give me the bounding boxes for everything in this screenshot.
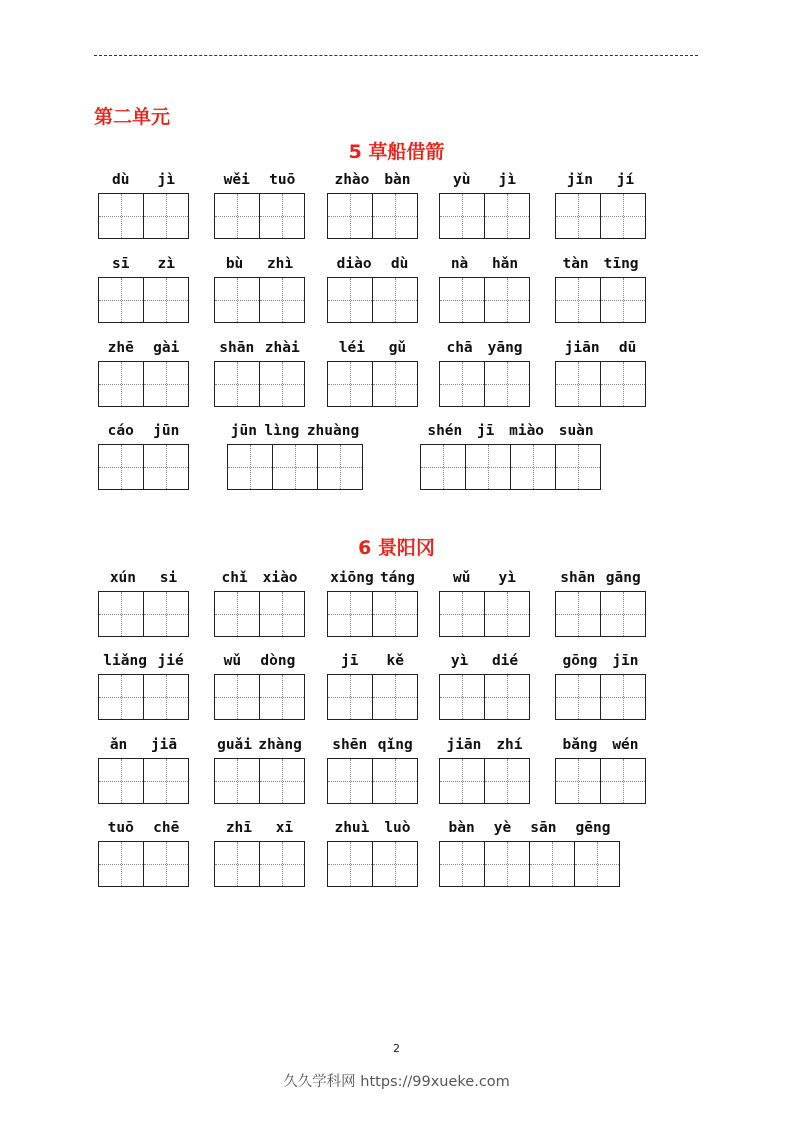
writing-grid bbox=[227, 444, 363, 490]
tianzige-box[interactable] bbox=[214, 674, 260, 720]
pinyin-syllable: jiān bbox=[446, 737, 482, 753]
pinyin-syllable: suàn bbox=[558, 423, 594, 439]
footer-watermark: 久久学科网 https://99xueke.com bbox=[283, 1074, 510, 1090]
tianzige-box[interactable] bbox=[555, 193, 601, 239]
pinyin-syllable: jiā bbox=[150, 737, 178, 753]
pinyin-line bbox=[327, 254, 418, 274]
pinyin-syllable: dū bbox=[618, 340, 637, 356]
tianzige-box[interactable] bbox=[372, 277, 418, 323]
tianzige-box[interactable] bbox=[327, 758, 373, 804]
tianzige-box[interactable] bbox=[143, 674, 189, 720]
tianzige-box[interactable] bbox=[98, 758, 144, 804]
tianzige-box[interactable] bbox=[214, 758, 260, 804]
tianzige-box[interactable] bbox=[484, 193, 530, 239]
word-item bbox=[214, 651, 305, 720]
tianzige-box[interactable] bbox=[214, 591, 260, 637]
tianzige-box[interactable] bbox=[98, 444, 144, 490]
writing-grid bbox=[555, 591, 646, 637]
tianzige-box[interactable] bbox=[600, 674, 646, 720]
tianzige-box[interactable] bbox=[98, 591, 144, 637]
tianzige-box[interactable] bbox=[600, 277, 646, 323]
word-item bbox=[555, 338, 646, 407]
pinyin-syllable: jūn bbox=[230, 423, 257, 439]
pinyin-line bbox=[555, 568, 646, 588]
pinyin-line bbox=[439, 338, 530, 358]
pinyin-syllable: wǔ bbox=[223, 653, 242, 669]
pinyin-line bbox=[214, 170, 305, 190]
writing-grid bbox=[555, 674, 646, 720]
pinyin-line bbox=[439, 254, 530, 274]
pinyin-syllable: jūn bbox=[153, 423, 180, 439]
pinyin-syllable: si bbox=[159, 570, 178, 586]
tianzige-box[interactable] bbox=[439, 277, 485, 323]
pinyin-syllable: cáo bbox=[107, 423, 134, 439]
writing-grid bbox=[327, 277, 418, 323]
writing-grid bbox=[98, 277, 189, 323]
tianzige-box[interactable] bbox=[98, 674, 144, 720]
writing-grid bbox=[327, 841, 418, 887]
pinyin-syllable: gēng bbox=[575, 820, 611, 836]
writing-grid bbox=[98, 758, 189, 804]
tianzige-box[interactable] bbox=[372, 841, 418, 887]
writing-grid bbox=[439, 361, 530, 407]
tianzige-box[interactable] bbox=[98, 277, 144, 323]
tianzige-box[interactable] bbox=[484, 591, 530, 637]
pinyin-line bbox=[420, 421, 601, 441]
word-item bbox=[327, 568, 418, 637]
pinyin-syllable: jī bbox=[341, 653, 359, 669]
pinyin-syllable: miào bbox=[509, 423, 545, 439]
tianzige-box[interactable] bbox=[327, 361, 373, 407]
writing-grid bbox=[555, 277, 646, 323]
pinyin-line bbox=[555, 338, 646, 358]
tianzige-box[interactable] bbox=[214, 193, 260, 239]
tianzige-box[interactable] bbox=[143, 277, 189, 323]
tianzige-box[interactable] bbox=[214, 361, 260, 407]
pinyin-syllable: shén bbox=[427, 423, 463, 439]
tianzige-box[interactable] bbox=[259, 674, 305, 720]
pinyin-syllable: zhī bbox=[225, 820, 253, 836]
writing-grid bbox=[98, 444, 189, 490]
writing-grid bbox=[214, 277, 305, 323]
pinyin-syllable: yù bbox=[453, 172, 471, 188]
writing-grid bbox=[555, 758, 646, 804]
tianzige-box[interactable] bbox=[272, 444, 318, 490]
writing-grid bbox=[327, 674, 418, 720]
pinyin-syllable: léi bbox=[338, 340, 366, 356]
pinyin-syllable: jì bbox=[498, 172, 516, 188]
tianzige-box[interactable] bbox=[555, 277, 601, 323]
pinyin-line bbox=[98, 568, 189, 588]
tianzige-box[interactable] bbox=[439, 193, 485, 239]
pinyin-syllable: zhài bbox=[264, 340, 300, 356]
pinyin-syllable: zhào bbox=[334, 172, 370, 188]
tianzige-box[interactable] bbox=[372, 193, 418, 239]
word-item bbox=[98, 421, 189, 490]
pinyin-syllable: zhì bbox=[266, 256, 294, 272]
word-item bbox=[214, 818, 305, 887]
tianzige-box[interactable] bbox=[439, 758, 485, 804]
pinyin-line bbox=[98, 735, 189, 755]
tianzige-box[interactable] bbox=[259, 277, 305, 323]
pinyin-syllable: jǐn bbox=[566, 172, 594, 188]
pinyin-syllable: dòng bbox=[260, 653, 296, 669]
word-item bbox=[214, 170, 305, 239]
pinyin-syllable: chē bbox=[153, 820, 180, 836]
tianzige-box[interactable] bbox=[372, 361, 418, 407]
pinyin-syllable: hǎn bbox=[491, 256, 519, 272]
tianzige-box[interactable] bbox=[143, 193, 189, 239]
pinyin-syllable: wěi bbox=[223, 172, 250, 188]
word-item bbox=[439, 568, 530, 637]
writing-grid bbox=[327, 361, 418, 407]
tianzige-box[interactable] bbox=[600, 758, 646, 804]
word-item bbox=[227, 421, 363, 490]
pinyin-syllable: jì bbox=[157, 172, 175, 188]
word-item bbox=[98, 338, 189, 407]
pinyin-syllable: tuō bbox=[107, 820, 134, 836]
word-item bbox=[555, 651, 646, 720]
tianzige-box[interactable] bbox=[214, 841, 260, 887]
tianzige-box[interactable] bbox=[465, 444, 511, 490]
pinyin-syllable: xī bbox=[275, 820, 294, 836]
word-item bbox=[98, 651, 189, 720]
pinyin-syllable: wén bbox=[612, 737, 639, 753]
pinyin-line bbox=[327, 338, 418, 358]
pinyin-line bbox=[98, 421, 189, 441]
pinyin-syllable: zhuì bbox=[334, 820, 370, 836]
tianzige-box[interactable] bbox=[372, 758, 418, 804]
pinyin-line bbox=[98, 170, 189, 190]
pinyin-syllable: yì bbox=[450, 653, 469, 669]
writing-grid bbox=[555, 361, 646, 407]
lesson-title-6: 6 景阳冈 bbox=[358, 537, 435, 559]
word-item bbox=[439, 735, 530, 804]
tianzige-box[interactable] bbox=[439, 674, 485, 720]
tianzige-box[interactable] bbox=[555, 674, 601, 720]
tianzige-box[interactable] bbox=[555, 444, 601, 490]
tianzige-box[interactable] bbox=[555, 361, 601, 407]
pinyin-line bbox=[555, 254, 646, 274]
pinyin-syllable: yì bbox=[498, 570, 516, 586]
pinyin-syllable: xiào bbox=[262, 570, 298, 586]
pinyin-syllable: yè bbox=[493, 820, 512, 836]
pinyin-syllable: bàn bbox=[384, 172, 411, 188]
word-item bbox=[439, 254, 530, 323]
pinyin-syllable: zhàng bbox=[258, 737, 302, 753]
word-item bbox=[214, 338, 305, 407]
tianzige-box[interactable] bbox=[484, 361, 530, 407]
pinyin-syllable: dù bbox=[390, 256, 409, 272]
tianzige-box[interactable] bbox=[327, 591, 373, 637]
top-dashed-rule bbox=[94, 55, 698, 56]
word-item bbox=[555, 170, 646, 239]
word-item bbox=[439, 170, 530, 239]
pinyin-line bbox=[327, 651, 418, 671]
pinyin-line bbox=[555, 651, 646, 671]
tianzige-box[interactable] bbox=[484, 841, 530, 887]
tianzige-box[interactable] bbox=[259, 758, 305, 804]
pinyin-syllable: jí bbox=[616, 172, 635, 188]
tianzige-box[interactable] bbox=[98, 361, 144, 407]
word-item bbox=[439, 338, 530, 407]
word-item bbox=[327, 818, 418, 887]
pinyin-line bbox=[214, 568, 305, 588]
word-item bbox=[555, 568, 646, 637]
pinyin-line bbox=[439, 568, 530, 588]
tianzige-box[interactable] bbox=[259, 841, 305, 887]
word-item bbox=[439, 651, 530, 720]
word-item bbox=[327, 338, 418, 407]
tianzige-box[interactable] bbox=[227, 444, 273, 490]
tianzige-box[interactable] bbox=[600, 193, 646, 239]
word-item bbox=[327, 651, 418, 720]
tianzige-box[interactable] bbox=[600, 591, 646, 637]
pinyin-syllable: bù bbox=[225, 256, 244, 272]
tianzige-box[interactable] bbox=[143, 758, 189, 804]
writing-grid bbox=[98, 193, 189, 239]
pinyin-syllable: qǐng bbox=[377, 737, 413, 753]
tianzige-box[interactable] bbox=[143, 444, 189, 490]
pinyin-line bbox=[227, 421, 363, 441]
tianzige-box[interactable] bbox=[439, 361, 485, 407]
pinyin-syllable: gài bbox=[153, 340, 180, 356]
pinyin-syllable: wǔ bbox=[453, 570, 471, 586]
writing-grid bbox=[420, 444, 601, 490]
writing-grid bbox=[439, 674, 530, 720]
writing-grid bbox=[327, 591, 418, 637]
word-item bbox=[555, 254, 646, 323]
pinyin-syllable: diào bbox=[336, 256, 372, 272]
pinyin-syllable: tàn bbox=[562, 256, 589, 272]
tianzige-box[interactable] bbox=[372, 591, 418, 637]
word-item bbox=[420, 421, 601, 490]
word-item bbox=[555, 735, 646, 804]
pinyin-syllable: yāng bbox=[487, 340, 523, 356]
writing-grid bbox=[439, 193, 530, 239]
pinyin-syllable: chā bbox=[446, 340, 473, 356]
pinyin-line bbox=[98, 254, 189, 274]
word-item bbox=[214, 254, 305, 323]
pinyin-syllable: sān bbox=[530, 820, 557, 836]
pinyin-syllable: tīng bbox=[603, 256, 639, 272]
word-item bbox=[98, 818, 189, 887]
pinyin-line bbox=[98, 651, 189, 671]
writing-grid bbox=[439, 841, 620, 887]
pinyin-syllable: tuō bbox=[269, 172, 296, 188]
pinyin-syllable: zhí bbox=[496, 737, 523, 753]
pinyin-syllable: dù bbox=[112, 172, 130, 188]
pinyin-line bbox=[327, 735, 418, 755]
pinyin-line bbox=[327, 170, 418, 190]
writing-grid bbox=[214, 674, 305, 720]
pinyin-line bbox=[555, 735, 646, 755]
pinyin-syllable: jié bbox=[157, 653, 184, 669]
pinyin-line bbox=[214, 818, 305, 838]
word-item bbox=[327, 735, 418, 804]
tianzige-box[interactable] bbox=[327, 674, 373, 720]
pinyin-syllable: jīn bbox=[612, 653, 639, 669]
writing-grid bbox=[98, 591, 189, 637]
pinyin-syllable: gōng bbox=[562, 653, 598, 669]
writing-grid bbox=[327, 193, 418, 239]
writing-grid bbox=[439, 591, 530, 637]
word-item bbox=[98, 735, 189, 804]
pinyin-line bbox=[555, 170, 646, 190]
pinyin-syllable: guǎi bbox=[217, 737, 253, 753]
pinyin-line bbox=[439, 735, 530, 755]
tianzige-box[interactable] bbox=[143, 591, 189, 637]
pinyin-line bbox=[327, 568, 418, 588]
tianzige-box[interactable] bbox=[600, 361, 646, 407]
pinyin-syllable: chǐ bbox=[221, 570, 248, 586]
writing-grid bbox=[214, 758, 305, 804]
tianzige-box[interactable] bbox=[327, 277, 373, 323]
tianzige-box[interactable] bbox=[259, 591, 305, 637]
unit-title: 第二单元 bbox=[94, 106, 171, 128]
pinyin-syllable: gǔ bbox=[388, 340, 407, 356]
pinyin-syllable: sī bbox=[112, 256, 130, 272]
writing-grid bbox=[98, 361, 189, 407]
lesson-title-5: 5 草船借箭 bbox=[348, 141, 445, 163]
tianzige-box[interactable] bbox=[574, 841, 620, 887]
writing-grid bbox=[327, 758, 418, 804]
pinyin-syllable: xiōng bbox=[330, 570, 374, 586]
word-item bbox=[98, 568, 189, 637]
word-item bbox=[98, 170, 189, 239]
pinyin-syllable: dié bbox=[491, 653, 519, 669]
pinyin-syllable: zì bbox=[157, 256, 175, 272]
tianzige-box[interactable] bbox=[143, 841, 189, 887]
pinyin-line bbox=[214, 338, 305, 358]
writing-grid bbox=[555, 193, 646, 239]
writing-grid bbox=[98, 841, 189, 887]
word-item bbox=[327, 254, 418, 323]
writing-grid bbox=[214, 841, 305, 887]
pinyin-syllable: shān bbox=[219, 340, 255, 356]
word-item bbox=[214, 735, 305, 804]
tianzige-box[interactable] bbox=[555, 591, 601, 637]
tianzige-box[interactable] bbox=[439, 841, 485, 887]
tianzige-box[interactable] bbox=[484, 758, 530, 804]
pinyin-line bbox=[439, 651, 530, 671]
tianzige-box[interactable] bbox=[484, 674, 530, 720]
pinyin-line bbox=[98, 818, 189, 838]
tianzige-box[interactable] bbox=[372, 674, 418, 720]
tianzige-box[interactable] bbox=[143, 361, 189, 407]
writing-grid bbox=[439, 758, 530, 804]
word-item bbox=[439, 818, 620, 887]
tianzige-box[interactable] bbox=[420, 444, 466, 490]
pinyin-line bbox=[214, 651, 305, 671]
pinyin-line bbox=[439, 818, 620, 838]
pinyin-syllable: xún bbox=[109, 570, 137, 586]
tianzige-box[interactable] bbox=[259, 193, 305, 239]
tianzige-box[interactable] bbox=[214, 277, 260, 323]
pinyin-syllable: ǎn bbox=[109, 737, 128, 753]
pinyin-syllable: kě bbox=[386, 653, 404, 669]
word-item bbox=[327, 170, 418, 239]
pinyin-syllable: bǎng bbox=[562, 737, 598, 753]
writing-grid bbox=[214, 591, 305, 637]
writing-grid bbox=[98, 674, 189, 720]
tianzige-box[interactable] bbox=[98, 193, 144, 239]
tianzige-box[interactable] bbox=[555, 758, 601, 804]
tianzige-box[interactable] bbox=[98, 841, 144, 887]
pinyin-syllable: gāng bbox=[605, 570, 641, 586]
pinyin-syllable: zhē bbox=[107, 340, 134, 356]
pinyin-line bbox=[327, 818, 418, 838]
pinyin-syllable: luò bbox=[384, 820, 411, 836]
pinyin-syllable: jiān bbox=[564, 340, 600, 356]
writing-grid bbox=[439, 277, 530, 323]
pinyin-line bbox=[98, 338, 189, 358]
page-number: 2 bbox=[393, 1042, 400, 1055]
tianzige-box[interactable] bbox=[484, 277, 530, 323]
pinyin-syllable: bàn bbox=[448, 820, 475, 836]
tianzige-box[interactable] bbox=[529, 841, 575, 887]
tianzige-box[interactable] bbox=[327, 193, 373, 239]
tianzige-box[interactable] bbox=[510, 444, 556, 490]
pinyin-line bbox=[439, 170, 530, 190]
pinyin-syllable: nà bbox=[450, 256, 469, 272]
writing-grid bbox=[214, 361, 305, 407]
pinyin-syllable: shēn bbox=[332, 737, 368, 753]
pinyin-syllable: shān bbox=[560, 570, 596, 586]
pinyin-syllable: lìng bbox=[264, 423, 300, 439]
word-item bbox=[214, 568, 305, 637]
pinyin-syllable: liǎng bbox=[103, 653, 147, 669]
tianzige-box[interactable] bbox=[439, 591, 485, 637]
pinyin-line bbox=[214, 735, 305, 755]
pinyin-syllable: zhuàng bbox=[306, 423, 360, 439]
word-item bbox=[98, 254, 189, 323]
pinyin-line bbox=[214, 254, 305, 274]
writing-grid bbox=[214, 193, 305, 239]
tianzige-box[interactable] bbox=[317, 444, 363, 490]
tianzige-box[interactable] bbox=[259, 361, 305, 407]
tianzige-box[interactable] bbox=[327, 841, 373, 887]
pinyin-syllable: táng bbox=[379, 570, 415, 586]
pinyin-syllable: jī bbox=[476, 423, 495, 439]
